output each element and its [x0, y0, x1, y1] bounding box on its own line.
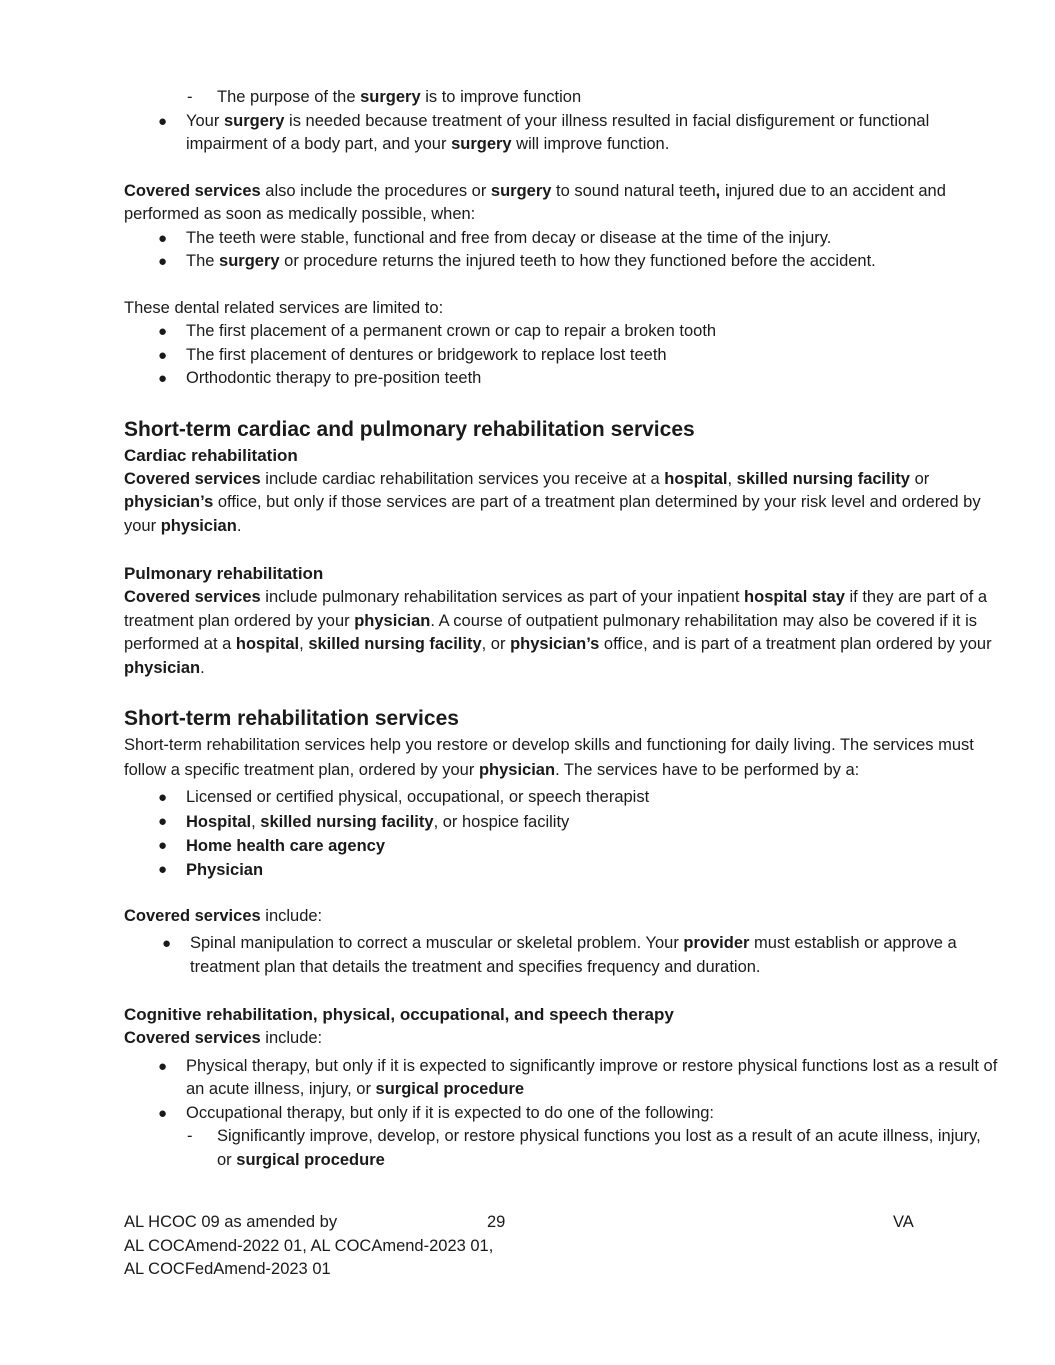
dental-limited-intro: These dental related services are limited to: — [124, 298, 444, 317]
bullet-marker: ● — [158, 323, 168, 340]
bullet-marker: ● — [158, 836, 168, 854]
bullet-item: ● Your surgery is needed because treatment of your illness resulted in facial disfigurement or functional impairment of a body part, and your surgery will improve function. — [158, 111, 930, 153]
page-number: 29 — [487, 1213, 506, 1231]
bullet-item: ● The surgery or procedure returns the injured teeth to how they functioned before the accident. — [124, 250, 999, 274]
dash-item: - The purpose of the surgery is to improve function — [124, 86, 999, 110]
bullet-marker: ● — [158, 253, 168, 270]
bullet-marker: ● — [158, 1104, 168, 1122]
bullet-marker: ● — [158, 1057, 168, 1075]
covered-services-include: Covered services include: — [124, 906, 323, 925]
subheading-pulmonary: Pulmonary rehabilitation — [124, 564, 324, 583]
subheading-cognitive: Cognitive rehabilitation, physical, occupational, and speech therapy — [124, 1005, 674, 1024]
dash-marker: - — [187, 1127, 193, 1145]
bullet-item: ● The first placement of a permanent crown or cap to repair a broken tooth — [124, 320, 999, 344]
rehab-paragraph: Short-term rehabilitation services help you restore or develop skills and functioning for daily living. The services must follow a specific treatment plan, ordered by your physician. The services have to be performed by a: — [124, 736, 974, 779]
covered-services-include: Covered services include: — [124, 1029, 323, 1047]
footer-line-1: AL HCOC 09 as amended by — [124, 1213, 338, 1231]
document-page — [124, 86, 999, 1172]
pulmonary-paragraph: Covered services include pulmonary rehabilitation services as part of your inpatient hospital stay if they are part of a treatment plan ordered by your physician. A course of outpatient pulmonary rehabilitation may also be covered if it is performed at a hospital, skilled nursing facility, or physician’s office, and is part of a treatment plan ordered by your physician. — [124, 588, 992, 677]
bullet-item: ● Orthodontic therapy to pre-position teeth — [124, 367, 999, 391]
bullet-marker: ● — [158, 229, 168, 247]
bullet-marker: ● — [158, 370, 168, 387]
dash-item: - Significantly improve, develop, or restore physical functions you lost as a result of an acute illness, injury, or surgical procedure — [187, 1127, 981, 1169]
dash-marker: - — [187, 88, 193, 106]
dental-paragraph: Covered services also include the procedures or surgery to sound natural teeth, injured due to an accident and performed as soon as medically possible, when: — [124, 181, 946, 223]
page-footer — [124, 1211, 924, 1282]
bullet-item: ● Occupational therapy, but only if it is expected to do one of the following: — [124, 1102, 999, 1126]
bullet-marker: ● — [158, 860, 168, 878]
footer-line-2: AL COCAmend-2022 01, AL COCAmend-2023 01, — [124, 1236, 494, 1255]
subheading-cardiac: Cardiac rehabilitation — [124, 445, 298, 465]
bullet-item: ● Home health care agency — [124, 834, 999, 858]
bullet-marker: ● — [162, 935, 172, 952]
bullet-item: ● Spinal manipulation to correct a muscular or skeletal problem. Your provider must establish or approve a treatment plan that details the treatment and specifies frequency and duration. — [162, 934, 957, 976]
bullet-item: ● The teeth were stable, functional and free from decay or disease at the time of the injury. — [124, 227, 999, 251]
section-heading-rehab: Short-term rehabilitation services — [124, 707, 459, 730]
bullet-item: ● Physician — [124, 858, 999, 882]
bullet-marker: ● — [158, 346, 168, 364]
bullet-item: ● Physical therapy, but only if it is expected to significantly improve or restore physical functions lost as a result of an acute illness, injury, or surgical procedure — [158, 1056, 998, 1098]
bullet-item: ● The first placement of dentures or bridgework to replace lost teeth — [124, 344, 999, 368]
bullet-item: ● Hospital, skilled nursing facility, or hospice facility — [124, 810, 999, 834]
footer-code: VA — [893, 1213, 914, 1231]
bullet-item: ● Licensed or certified physical, occupational, or speech therapist — [124, 786, 999, 810]
footer-line-3: AL COCFedAmend-2023 01 — [124, 1260, 331, 1278]
bullet-marker: ● — [158, 789, 168, 806]
cardiac-paragraph: Covered services include cardiac rehabilitation services you receive at a hospital, skilled nursing facility or physician’s office, but only if those services are part of a treatment plan determined by your risk level and ordered by your physician. — [124, 469, 981, 535]
bullet-marker: ● — [158, 812, 168, 830]
section-heading-cardiac-pulmonary: Short-term cardiac and pulmonary rehabilitation services — [124, 417, 695, 441]
bullet-marker: ● — [158, 112, 168, 130]
